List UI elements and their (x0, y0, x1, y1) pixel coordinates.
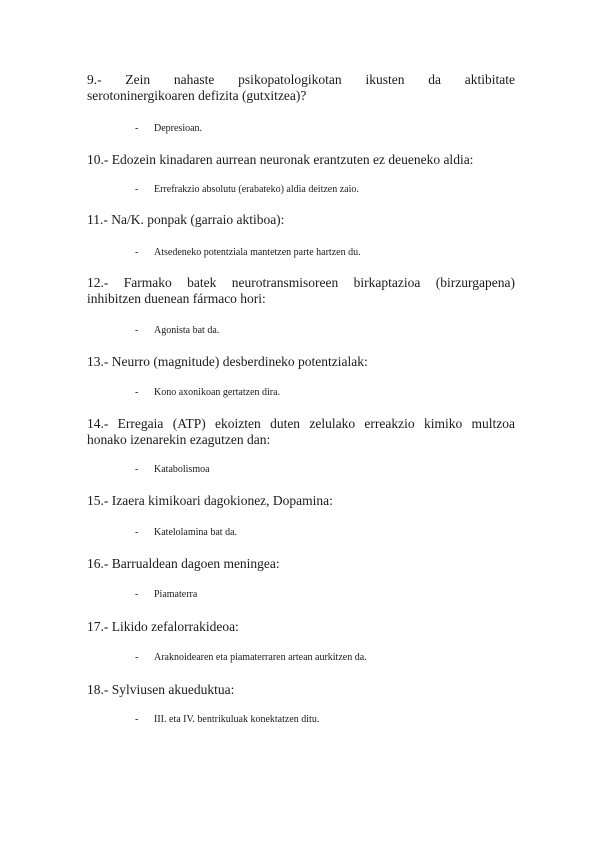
answer-16 (135, 589, 197, 601)
bullet-dash: - (135, 464, 139, 475)
question-text: 13.- Neurro (magnitude) desberdineko potentzialak: (87, 354, 368, 369)
question-text: 15.- Izaera kimikoari dagokionez, Dopamina: (87, 493, 333, 508)
question-text: 9.- Zein nahaste psikopatologikotan ikusten da aktibitate (87, 72, 515, 87)
bullet-dash: - (135, 247, 139, 258)
bullet-dash: - (135, 184, 139, 195)
bullet-dash: - (135, 652, 139, 663)
answer-17 (135, 652, 367, 664)
answer-18 (135, 714, 319, 726)
answer-text: Errefrakzio absolutu (erabateko) aldia deitzen zaio. (154, 184, 359, 195)
question-text: 17.- Likido zefalorrakideoa: (87, 619, 239, 634)
question-text: 11.- Na/K. ponpak (garraio aktiboa): (87, 212, 285, 227)
bullet-dash: - (135, 387, 139, 398)
question-text: 10.- Edozein kinadaren aurrean neuronak erantzuten ez deueneko aldia: (87, 152, 474, 167)
answer-10 (135, 184, 359, 196)
question-text-cont: honako izenarekin ezagutzen dan: (87, 432, 271, 447)
question-text: 12.- Farmako batek neurotransmisoreen birkaptazioa (birzurgapena) (87, 275, 515, 290)
question-text-cont: serotoninergikoaren defizita (gutxitzea)? (87, 88, 307, 103)
answer-text: Katabolismoa (154, 464, 210, 475)
bullet-dash: - (135, 123, 139, 134)
answer-text: Depresioan. (154, 123, 203, 134)
question-16 (87, 556, 515, 572)
bullet-dash: - (135, 527, 139, 538)
answer-12 (135, 325, 219, 337)
question-10 (87, 152, 515, 168)
answer-text: Piamaterra (154, 589, 198, 600)
question-14 (87, 416, 515, 448)
bullet-dash: - (135, 589, 139, 600)
answer-15 (135, 527, 237, 539)
question-text: 16.- Barrualdean dagoen meningea: (87, 556, 280, 571)
answer-text: Atsedeneko potentziala mantetzen parte hartzen du. (154, 247, 361, 258)
bullet-dash: - (135, 325, 139, 336)
question-text: 18.- Sylviusen akueduktua: (87, 682, 235, 697)
answer-14 (135, 464, 210, 476)
answer-text: Araknoidearen eta piamaterraren artean aurkitzen da. (154, 652, 367, 663)
question-15 (87, 493, 515, 509)
question-text: 14.- Erregaia (ATP) ekoizten duten zelulako erreakzio kimiko multzoa (87, 416, 515, 431)
answer-13 (135, 387, 280, 399)
answer-text: III. eta IV. bentrikuluak konektatzen ditu. (154, 714, 320, 725)
question-text-cont: inhibitzen duenean fármaco hori: (87, 291, 266, 306)
question-12 (87, 275, 515, 307)
answer-text: Katelolamina bat da. (154, 527, 238, 538)
question-13 (87, 354, 515, 370)
question-17 (87, 619, 515, 635)
question-11 (87, 212, 515, 228)
question-18 (87, 682, 515, 698)
answer-11 (135, 247, 361, 259)
answer-text: Kono axonikoan gertatzen dira. (154, 387, 281, 398)
question-9 (87, 72, 515, 104)
bullet-dash: - (135, 714, 139, 725)
answer-9 (135, 123, 202, 135)
answer-text: Agonista bat da. (154, 325, 220, 336)
